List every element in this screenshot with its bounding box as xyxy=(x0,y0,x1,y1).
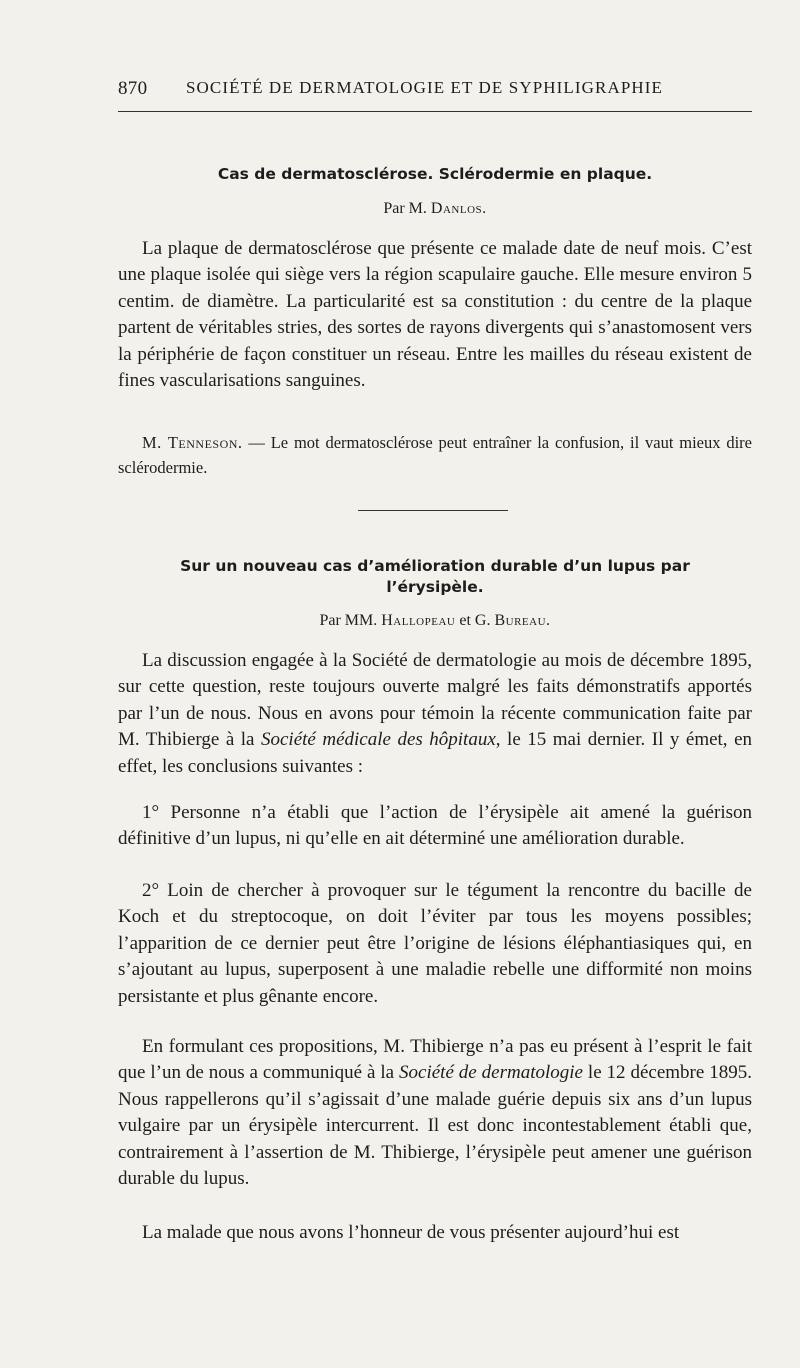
article1-body: La plaque de dermatosclérose que présente ce malade date de neuf mois. C’est une plaque isolée qui siège vers la région scapulaire gauche. Elle mesure environ 5 centim. de diamètre. La particularité est sa constitution : du centre de la plaque partent de véritables stries, des sortes de rayons divergents qui s’anastomosent vers la périphérie de façon constituer un réseau. Entre les mailles du réseau existent de fines vascularisations sanguines. xyxy=(118,238,752,392)
article1-title: Cas de dermatosclérose. Sclérodermie en plaque. xyxy=(217,165,653,183)
article2-paragraph-1: La discussion engagée à la Société de dermatologie au mois de décembre 1895, sur cette question, reste toujours ouverte malgré les faits démonstratifs apportés par l’un de nous. Nous en avons pour témoin la récente communication faite par M. Thibierge à la Société médicale des hôpitaux, le 15 mai dernier. Il y émet, en effet, les conclusions suivantes : xyxy=(118,650,752,777)
article2-author2: Bureau. xyxy=(494,612,551,629)
page-number: 870 xyxy=(118,78,148,99)
article1-author: Danlos. xyxy=(430,200,487,217)
article2-conclusion-1: 1° Personne n’a établi que l’action de l’érysipèle ait amené la guérison définitive d’un lupus, ni qu’elle en ait déterminé une amélioration durable. xyxy=(118,802,752,850)
article2-paragraph-4: En formulant ces propositions, M. Thibierge n’a pas eu présent à l’esprit le fait que l’un de nous a communiqué à la Société de dermatologie le 12 décembre 1895. Nous rappellerons qu’il s’agissait d’une malade guérie depuis six ans d’un lupus vulgaire par un érysipèle intercurrent. Il est donc incontestablement établi que, contrairement à l’assertion de M. Thibierge, l’érysipèle peut amener une guérison durable du lupus. xyxy=(118,1036,752,1190)
header-rule xyxy=(118,111,752,112)
journal-name: Société médicale des hôpitaux xyxy=(261,729,496,751)
article1-byline: Par M. Danlos. xyxy=(383,200,487,217)
section-divider xyxy=(358,510,508,511)
running-title: SOCIÉTÉ DE DERMATOLOGIE ET DE SYPHILIGRAPHIE xyxy=(186,78,664,97)
discussion-speaker: M. Tenneson. xyxy=(142,433,243,452)
article2-byline: Par MM. Hallopeau et G. Bureau. xyxy=(319,612,551,629)
article1-discussion: M. Tenneson. — Le mot dermatosclérose peut entraîner la confusion, il vaut mieux dire sclérodermie. xyxy=(118,433,752,477)
article2-author1: Hallopeau xyxy=(381,612,456,629)
article2-title: Sur un nouveau cas d’amélioration durable d’un lupus par l’érysipèle. xyxy=(180,557,690,596)
society-name: Société de dermatologie xyxy=(399,1062,583,1084)
article2-conclusion-2: 2° Loin de chercher à provoquer sur le tégument la rencontre du bacille de Koch et du streptocoque, on doit l’éviter par tous les moyens possibles; l’apparition de ce dernier peut être l’origine de lésions éléphantiasiques qui, en s’ajoutant au lupus, superposent à une maladie rebelle une difformité non moins persistante et plus gênante encore. xyxy=(118,880,752,1007)
article2-paragraph-5: La malade que nous avons l’honneur de vous présenter aujourd’hui est xyxy=(142,1222,680,1243)
